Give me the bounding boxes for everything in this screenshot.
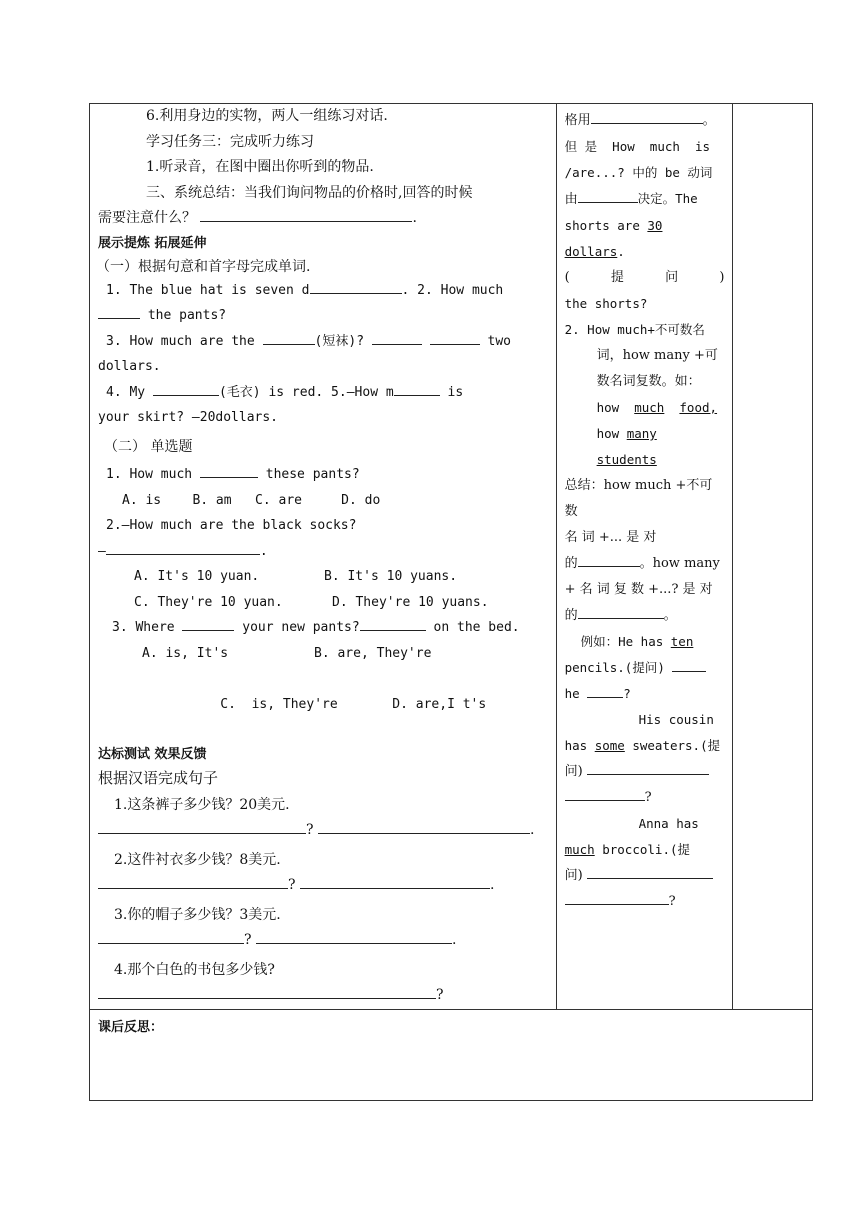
note-line: 词，how many +可 — [596, 348, 718, 363]
blank[interactable] — [587, 760, 709, 775]
note-line: the shorts? — [564, 296, 648, 311]
blank[interactable] — [578, 552, 640, 567]
underlined-text: much — [634, 400, 665, 415]
note-line — [565, 681, 725, 707]
mc-options-3b — [90, 666, 556, 743]
q-text: (毛衣) is red. 5.—How m — [218, 384, 394, 400]
qmark: ? — [644, 790, 652, 805]
note-text: sweaters.(提 — [632, 738, 721, 753]
note-text: 决定。The — [637, 191, 698, 206]
blank[interactable] — [153, 381, 219, 396]
blank[interactable] — [587, 683, 623, 698]
note-line: + 名 词 复 数 +...? 是 对 — [564, 582, 713, 597]
blank[interactable] — [578, 604, 664, 619]
reflection-cell[interactable] — [90, 1009, 813, 1100]
translate-3-answer — [90, 928, 556, 954]
translate-1: 1.这条裤子多少钱？20美元. — [114, 796, 290, 813]
q-text: . 2. How much — [401, 282, 504, 298]
note-text: broccoli.(提 — [602, 842, 690, 857]
task-line: 6.利用身边的实物，两人一组练习对话. — [146, 108, 388, 124]
note-text: how — [596, 426, 620, 441]
translate-2-answer — [90, 873, 556, 899]
summary-question: 需要注意什么？ — [98, 210, 196, 226]
note-line — [565, 759, 725, 785]
summary-line: 三、系统总结：当我们询问物品的价格时,回答的时候 — [146, 184, 473, 201]
note-text: 。 — [663, 608, 677, 623]
underlined-text: many — [626, 426, 657, 441]
subsection-1: （一）根据句意和首字母完成单词. — [96, 258, 311, 275]
paren: ) — [719, 270, 725, 285]
blank[interactable] — [98, 304, 140, 319]
note-text: 例如：He has — [580, 634, 664, 649]
note-line — [565, 108, 725, 134]
dash: — — [98, 543, 106, 559]
note-text: 。how many — [639, 556, 720, 571]
period: . — [489, 877, 495, 893]
question-4-cont: your skirt? —20dollars. — [98, 410, 279, 425]
note-line — [565, 837, 725, 863]
note-text: 问 — [665, 270, 679, 285]
note-text: 由 — [564, 192, 578, 207]
blank[interactable] — [310, 279, 402, 294]
blank[interactable] — [587, 864, 713, 879]
blank[interactable] — [256, 929, 452, 944]
translate-1-answer — [90, 818, 556, 844]
q-text: two — [487, 333, 511, 349]
question-4 — [90, 380, 556, 406]
note-text: has — [564, 738, 588, 753]
mc-options-2b — [90, 590, 556, 616]
note-text: . — [617, 244, 625, 259]
notes-cell — [556, 104, 733, 1010]
note-line — [565, 629, 725, 655]
note-text: 的 — [564, 556, 578, 571]
qmark: ? — [668, 894, 676, 909]
mc-options-1: A. is B. am C. are D. do — [122, 492, 381, 508]
note-line: 但 是 How much is — [564, 139, 711, 154]
answer-blank[interactable] — [200, 207, 412, 222]
q-text: 1. How much — [106, 467, 193, 482]
option-b: B. are, They're — [314, 645, 432, 661]
note-text: how — [596, 400, 620, 415]
blank[interactable] — [263, 330, 315, 345]
q-text: 4. My — [106, 384, 146, 400]
option-c: C. They're 10 yuan. — [134, 594, 283, 610]
translate-4: 4.那个白色的书包多少钱? — [114, 961, 275, 978]
qmark: ? — [288, 877, 296, 893]
blank[interactable] — [98, 984, 436, 999]
main-content-cell — [90, 104, 557, 1010]
q-text: your new pants? — [242, 620, 360, 635]
note-text: 提 — [610, 270, 624, 285]
section-heading-2: 达标测试 效果反馈 — [98, 746, 207, 762]
summary-line-2 — [90, 206, 556, 232]
note-text: 。 — [702, 113, 716, 128]
option-a: A. is, It's — [142, 645, 229, 661]
note-line: His cousin — [638, 712, 714, 727]
period: . — [412, 210, 417, 226]
listening-task: 1.听录音，在图中圈出你听到的物品. — [146, 159, 374, 175]
blank[interactable] — [200, 463, 258, 478]
note-line — [565, 733, 725, 759]
question-3 — [90, 329, 556, 355]
option-c: C. is, They're — [220, 696, 338, 712]
blank[interactable] — [318, 819, 530, 834]
note-text: pencils.(提问) — [564, 660, 665, 675]
mc-question-1 — [90, 462, 556, 488]
q-text: 1. The blue hat is seven d — [106, 282, 310, 298]
blank[interactable] — [591, 109, 703, 124]
note-line: /are...? 中的 be 动词 — [564, 165, 713, 180]
note-line: 名 词 +... 是 对 — [564, 530, 657, 545]
note-line: Anna has — [638, 816, 699, 831]
underlined-text: ten — [670, 634, 694, 649]
underlined-text: food, — [679, 400, 718, 415]
blank[interactable] — [98, 874, 288, 889]
q-text: 3. How much are the — [106, 333, 255, 349]
note-text: 问) — [564, 764, 583, 779]
note-text: 问) — [564, 868, 583, 883]
option-a: A. It's 10 yuan. — [134, 569, 260, 584]
note-text: 的 — [564, 608, 578, 623]
subsection-2: （二） 单选题 — [104, 438, 193, 455]
blank[interactable] — [578, 188, 638, 203]
period: . — [259, 543, 268, 559]
notes-content — [557, 104, 733, 915]
qmark: ? — [436, 987, 444, 1003]
paren: ( — [564, 270, 570, 285]
qmark: ? — [244, 932, 252, 948]
underlined-text: students — [596, 452, 657, 467]
note-line — [565, 421, 725, 473]
subsection-3: 根据汉语完成句子 — [98, 768, 219, 787]
underlined-text: much — [564, 842, 595, 857]
note-line — [565, 785, 725, 811]
note-text: 格用 — [564, 113, 591, 128]
translate-4-answer — [90, 983, 556, 1009]
blank[interactable] — [98, 819, 306, 834]
translate-2: 2.这件衬衣多少钱？8美元. — [114, 851, 281, 868]
blank[interactable] — [565, 786, 645, 801]
note-line: 总结：how much +不可数 — [564, 478, 713, 519]
note-text: he — [564, 686, 580, 701]
note-line: 数名词复数。如： — [596, 374, 701, 389]
blank[interactable] — [430, 330, 480, 345]
option-d: D. are,I t's — [392, 696, 487, 712]
task-heading: 学习任务三：完成听力练习 — [146, 133, 314, 150]
blank[interactable] — [300, 874, 490, 889]
period: . — [529, 822, 535, 838]
note-line — [565, 655, 725, 681]
q-text: these pants? — [265, 467, 360, 482]
worksheet-table — [89, 103, 813, 1101]
blank[interactable] — [394, 381, 440, 396]
mc-options-2a — [90, 564, 556, 590]
qmark: ? — [306, 822, 314, 838]
note-line — [565, 186, 725, 213]
underlined-text: 30 dollars — [564, 218, 663, 259]
question-1 — [90, 278, 556, 304]
note-line — [565, 863, 725, 889]
q-text: on the bed. — [433, 620, 520, 635]
period: . — [451, 932, 457, 948]
note-text: shorts are — [564, 218, 640, 233]
translate-3: 3.你的帽子多少钱？3美元. — [114, 906, 281, 923]
mc-options-3a — [90, 641, 556, 667]
q-text: is — [447, 384, 464, 400]
question-1-cont — [90, 303, 556, 329]
mc-question-3 — [90, 615, 556, 641]
question-3-cont: dollars. — [98, 359, 161, 374]
note-line — [565, 265, 725, 291]
blank[interactable] — [565, 890, 669, 905]
empty-column — [733, 104, 813, 1010]
option-b: B. It's 10 yuans. — [324, 569, 458, 584]
reflection-label: 课后反思： — [98, 1019, 164, 1035]
note-line — [565, 603, 725, 629]
blank[interactable] — [106, 540, 260, 555]
note-line: 2. How much+不可数名 — [564, 322, 705, 337]
note-line — [565, 213, 725, 265]
q-text: 3. Where — [112, 620, 175, 635]
qmark: ? — [623, 686, 631, 701]
blank[interactable] — [372, 330, 422, 345]
blank[interactable] — [182, 616, 234, 631]
blank[interactable] — [360, 616, 426, 631]
mc-question-2-answer — [90, 539, 556, 565]
q-text: the pants? — [147, 308, 227, 323]
q-text: (短袜)? — [314, 333, 365, 349]
blank[interactable] — [98, 929, 244, 944]
note-line — [565, 889, 725, 915]
section-heading-1: 展示提炼 拓展延伸 — [98, 235, 207, 251]
underlined-text: some — [594, 738, 625, 753]
note-line — [565, 395, 725, 421]
option-d: D. They're 10 yuans. — [332, 594, 489, 610]
blank[interactable] — [672, 657, 706, 672]
mc-question-2: 2.—How much are the black socks? — [106, 518, 357, 533]
note-line — [565, 551, 725, 577]
